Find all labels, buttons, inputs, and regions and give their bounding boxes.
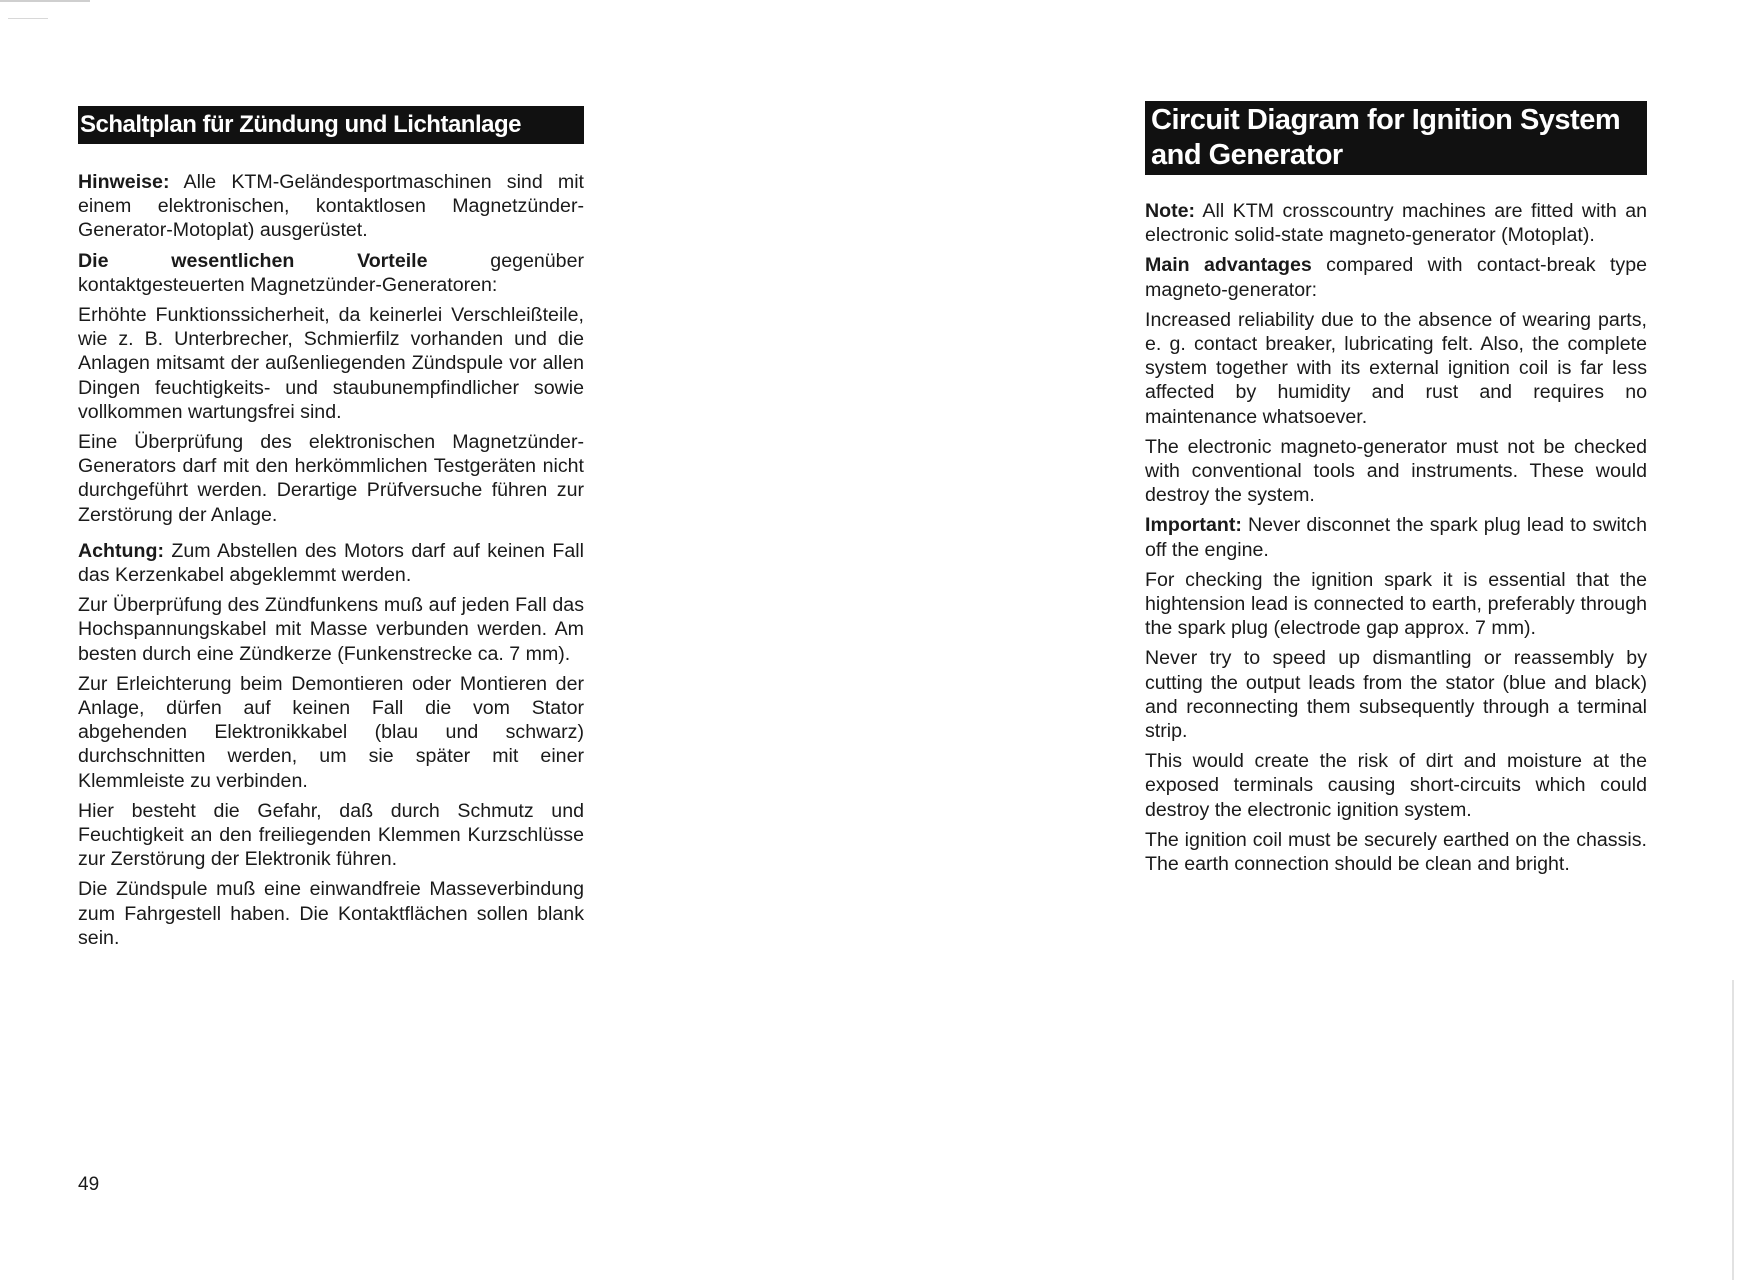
paragraph-text: Increased reliability due to the absence of wearing parts, e. g. contact breaker, lubricating felt. Also, the complete system together with its external ignition coil is far less affected by humidity and rust and requires no maintenance whatsoever. bbox=[1145, 308, 1647, 428]
right-paragraph bbox=[1145, 513, 1647, 561]
paragraph-text: Alle KTM-Geländesportmaschinen sind mit einem elektronischen, kontaktlosen Magnetzünder-Generator-Motoplat) ausgerüstet. bbox=[78, 171, 584, 242]
page-number: 49 bbox=[78, 1174, 100, 1195]
left-paragraph bbox=[78, 249, 584, 297]
right-paragraph bbox=[1145, 308, 1647, 429]
right-paragraph bbox=[1145, 253, 1647, 301]
left-paragraph bbox=[78, 877, 584, 950]
paragraph-text: Never try to speed up dismantling or reassembly by cutting the output leads from the stator (blue and black) and reconnecting them subsequently through a terminal strip. bbox=[1145, 647, 1647, 743]
paragraph-text: Hier besteht die Gefahr, daß durch Schmutz und Feuchtigkeit an den freiliegenden Klemmen Kurzschlüsse zur Zerstörung der Elektronik führen. bbox=[78, 799, 584, 871]
right-heading-line-2: and Generator bbox=[1151, 139, 1343, 171]
paragraph-text: The electronic magneto-generator must not be checked with conventional tools and instruments. These would destroy the system. bbox=[1145, 435, 1647, 507]
paragraph-text: Zum Abstellen des Motors darf auf keinen Fall das Kerzenkabel abgeklemmt werden. bbox=[78, 539, 584, 587]
paragraph-lead: Achtung: bbox=[78, 539, 164, 562]
paragraph-text: Die Zündspule muß eine einwandfreie Masseverbindung zum Fahrgestell haben. Die Kontaktflächen sollen blank sein. bbox=[78, 878, 584, 949]
paragraph-text: Eine Überprüfung des elektronischen Magnetzünder-Generators darf mit den herkömmlichen Testgeräten nicht durchgeführt werden. Derartige Prüfversuche führen zur Zerstörung der Anlage. bbox=[78, 431, 584, 526]
right-paragraph bbox=[1145, 749, 1647, 822]
paragraph-text: compared with contact-break type magneto-generator: bbox=[1145, 254, 1647, 301]
paragraph-text: Never disconnet the spark plug lead to switch off the engine. bbox=[1145, 514, 1647, 561]
right-paragraph bbox=[1145, 828, 1647, 876]
paragraph-text: All KTM crosscountry machines are fitted with an electronic solid-state magneto-generator (Motoplat). bbox=[1145, 200, 1647, 247]
left-paragraph bbox=[78, 303, 584, 424]
paragraph-lead: Important: bbox=[1145, 514, 1242, 537]
scan-right-edge bbox=[1732, 980, 1734, 1280]
right-paragraph bbox=[1145, 435, 1647, 508]
paragraph-text: The ignition coil must be securely earthed on the chassis. The earth connection should be clean and bright. bbox=[1145, 828, 1647, 876]
left-page-heading: Schaltplan für Zündung und Lichtanlage bbox=[78, 106, 584, 144]
left-paragraph bbox=[78, 593, 584, 666]
right-heading-line-1: Circuit Diagram for Ignition System bbox=[1151, 104, 1621, 136]
paragraph-lead: Note: bbox=[1145, 200, 1196, 222]
paragraph-text: For checking the ignition spark it is essential that the hightension lead is connected to earth, preferably through the spark plug (electrode gap approx. 7 mm). bbox=[1145, 568, 1647, 640]
left-paragraph bbox=[78, 430, 584, 527]
left-paragraph bbox=[78, 672, 584, 793]
scan-edge-mark bbox=[0, 0, 90, 2]
paragraph-lead: Hinweise: bbox=[78, 171, 170, 193]
paragraph-text: Erhöhte Funktionssicherheit, da keinerlei Verschleißteile, wie z. B. Unterbrecher, Schmierfilz vorhanden und die Anlagen mitsamt der außenliegenden Zündspule vor allen Dingen feuchtigkeits- und staubunempfindlicher sowie vollkommen wartungsfrei sind. bbox=[78, 304, 584, 423]
paragraph-text: This would create the risk of dirt and moisture at the exposed terminals causing short-circuits which could destroy the electronic ignition system. bbox=[1145, 750, 1647, 821]
left-page-body bbox=[78, 170, 584, 956]
scan-edge-mark-2 bbox=[8, 18, 48, 19]
right-paragraph bbox=[1145, 568, 1647, 641]
paragraph-text: Zur Überprüfung des Zündfunkens muß auf jeden Fall das Hochspannungskabel mit Masse verbunden werden. Am besten durch eine Zündkerze (Funkenstrecke ca. 7 mm). bbox=[78, 594, 584, 665]
left-paragraph bbox=[78, 170, 584, 243]
right-paragraph bbox=[1145, 646, 1647, 743]
left-paragraph bbox=[78, 539, 584, 587]
left-paragraph bbox=[78, 799, 584, 872]
right-paragraph bbox=[1145, 199, 1647, 247]
right-page-body bbox=[1145, 199, 1647, 882]
right-page-heading bbox=[1145, 101, 1647, 175]
paragraph-text: Zur Erleichterung beim Demontieren oder Montieren der Anlage, dürfen auf keinen Fall die vom Stator abgehenden Elektronikkabel (blau und schwarz) durchschnitten werden, um sie später mit einer Klemmleiste zu verbinden. bbox=[78, 672, 584, 792]
paragraph-lead: Main advantages bbox=[1145, 254, 1312, 277]
paragraph-lead: Die wesentlichen Vorteile bbox=[78, 249, 428, 272]
paragraph-text: gegenüber kontaktgesteuerten Magnetzünder-Generatoren: bbox=[78, 249, 584, 296]
